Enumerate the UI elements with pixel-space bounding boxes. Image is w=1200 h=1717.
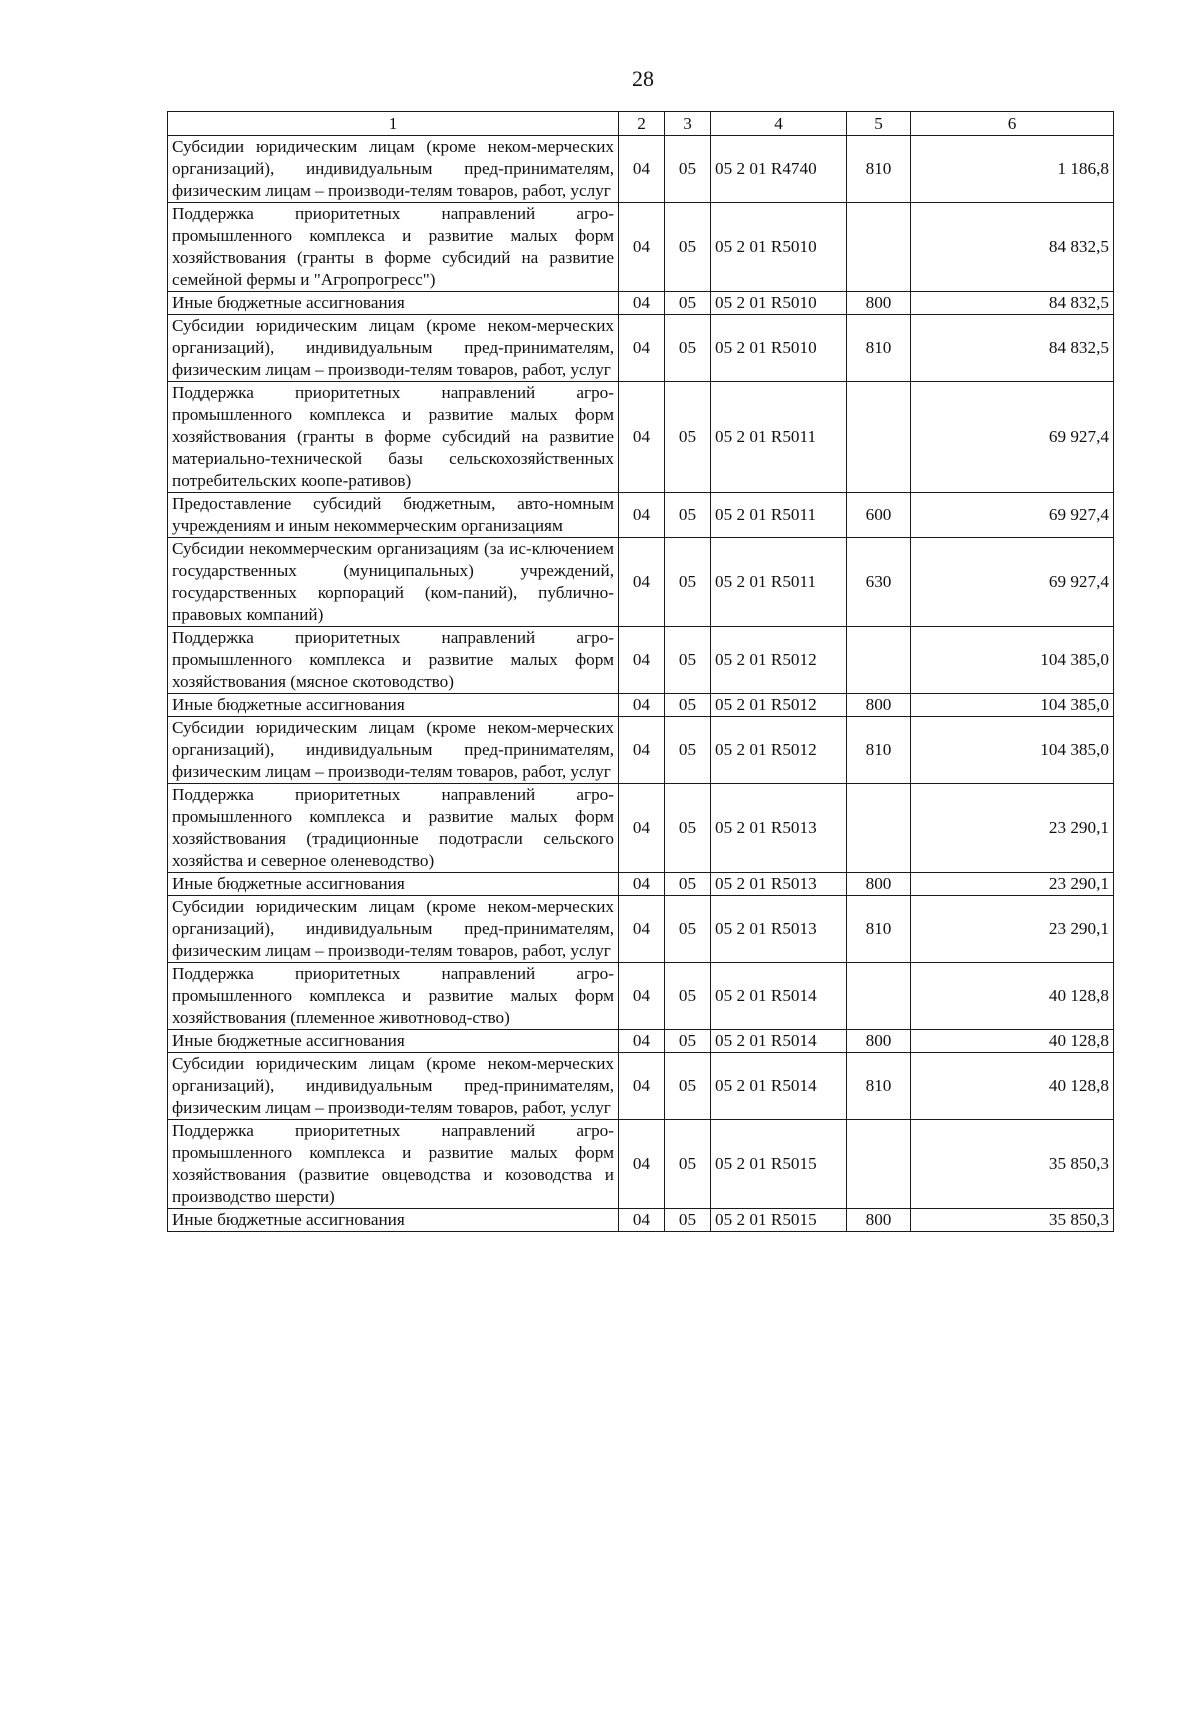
expense-type-cell [847, 963, 911, 1030]
section-code-cell: 04 [619, 203, 665, 292]
target-article-cell: 05 2 01 R5013 [711, 784, 847, 873]
section-code-cell: 04 [619, 315, 665, 382]
section-code-cell: 04 [619, 493, 665, 538]
section-code-cell: 04 [619, 784, 665, 873]
amount-cell: 40 128,8 [911, 1030, 1114, 1053]
amount-cell: 35 850,3 [911, 1120, 1114, 1209]
expense-type-cell: 800 [847, 694, 911, 717]
table-row [168, 292, 1114, 315]
expense-type-cell [847, 627, 911, 694]
amount-cell: 23 290,1 [911, 896, 1114, 963]
section-code-cell: 04 [619, 627, 665, 694]
table-row [168, 315, 1114, 382]
section-code-cell: 04 [619, 1209, 665, 1232]
table-row [168, 136, 1114, 203]
column-header: 5 [847, 112, 911, 136]
expense-type-cell: 810 [847, 717, 911, 784]
section-code-cell: 04 [619, 873, 665, 896]
subsection-code-cell: 05 [665, 292, 711, 315]
section-code-cell: 04 [619, 896, 665, 963]
row-name-cell: Субсидии некоммерческим организациям (за ис-ключением государственных (муниципальных) учреждений, государственных корпораций (ком-паний), публично-правовых компаний) [168, 538, 619, 627]
subsection-code-cell: 05 [665, 538, 711, 627]
section-code-cell: 04 [619, 1053, 665, 1120]
target-article-cell: 05 2 01 R5010 [711, 203, 847, 292]
amount-cell: 35 850,3 [911, 1209, 1114, 1232]
target-article-cell: 05 2 01 R5011 [711, 382, 847, 493]
subsection-code-cell: 05 [665, 627, 711, 694]
table-header-row [168, 112, 1114, 136]
amount-cell: 69 927,4 [911, 382, 1114, 493]
expense-type-cell [847, 203, 911, 292]
row-name-cell: Иные бюджетные ассигнования [168, 873, 619, 896]
row-name-cell: Субсидии юридическим лицам (кроме неком-мерческих организаций), индивидуальным пред-принимателям, физическим лицам – производи-телям товаров, работ, услуг [168, 1053, 619, 1120]
subsection-code-cell: 05 [665, 203, 711, 292]
amount-cell: 104 385,0 [911, 627, 1114, 694]
row-name-cell: Предоставление субсидий бюджетным, авто-номным учреждениям и иным некоммерческим организациям [168, 493, 619, 538]
column-header: 1 [168, 112, 619, 136]
subsection-code-cell: 05 [665, 873, 711, 896]
section-code-cell: 04 [619, 538, 665, 627]
subsection-code-cell: 05 [665, 694, 711, 717]
section-code-cell: 04 [619, 382, 665, 493]
row-name-cell: Субсидии юридическим лицам (кроме неком-мерческих организаций), индивидуальным пред-принимателям, физическим лицам – производи-телям товаров, работ, услуг [168, 315, 619, 382]
amount-cell: 1 186,8 [911, 136, 1114, 203]
amount-cell: 104 385,0 [911, 694, 1114, 717]
table-row [168, 1030, 1114, 1053]
section-code-cell: 04 [619, 1120, 665, 1209]
expense-type-cell: 800 [847, 292, 911, 315]
subsection-code-cell: 05 [665, 784, 711, 873]
column-header: 2 [619, 112, 665, 136]
table-row [168, 873, 1114, 896]
section-code-cell: 04 [619, 292, 665, 315]
column-header: 4 [711, 112, 847, 136]
subsection-code-cell: 05 [665, 717, 711, 784]
row-name-cell: Иные бюджетные ассигнования [168, 292, 619, 315]
row-name-cell: Субсидии юридическим лицам (кроме неком-мерческих организаций), индивидуальным пред-принимателям, физическим лицам – производи-телям товаров, работ, услуг [168, 136, 619, 203]
amount-cell: 84 832,5 [911, 315, 1114, 382]
amount-cell: 69 927,4 [911, 493, 1114, 538]
table-row [168, 627, 1114, 694]
row-name-cell: Иные бюджетные ассигнования [168, 1030, 619, 1053]
expense-type-cell: 800 [847, 873, 911, 896]
expense-type-cell: 810 [847, 896, 911, 963]
row-name-cell: Поддержка приоритетных направлений агро-промышленного комплекса и развитие малых форм хозяйствования (гранты в форме субсидий на развитие материально-технической базы сельскохозяйственных потребительских коопе-ративов) [168, 382, 619, 493]
target-article-cell: 05 2 01 R5012 [711, 627, 847, 694]
subsection-code-cell: 05 [665, 315, 711, 382]
target-article-cell: 05 2 01 R5014 [711, 1030, 847, 1053]
row-name-cell: Субсидии юридическим лицам (кроме неком-мерческих организаций), индивидуальным пред-принимателям, физическим лицам – производи-телям товаров, работ, услуг [168, 896, 619, 963]
expense-type-cell: 810 [847, 136, 911, 203]
expense-type-cell: 800 [847, 1030, 911, 1053]
page-number: 28 [632, 66, 654, 91]
expense-type-cell: 810 [847, 1053, 911, 1120]
target-article-cell: 05 2 01 R5010 [711, 292, 847, 315]
expense-type-cell: 800 [847, 1209, 911, 1232]
expense-type-cell: 810 [847, 315, 911, 382]
amount-cell: 84 832,5 [911, 292, 1114, 315]
target-article-cell: 05 2 01 R5014 [711, 1053, 847, 1120]
table-row [168, 1209, 1114, 1232]
row-name-cell: Поддержка приоритетных направлений агро-промышленного комплекса и развитие малых форм хозяйствования (гранты в форме субсидий на развитие семейной фермы и "Агропрогресс") [168, 203, 619, 292]
expense-type-cell [847, 1120, 911, 1209]
target-article-cell: 05 2 01 R5012 [711, 694, 847, 717]
amount-cell: 23 290,1 [911, 784, 1114, 873]
subsection-code-cell: 05 [665, 136, 711, 203]
target-article-cell: 05 2 01 R5013 [711, 873, 847, 896]
subsection-code-cell: 05 [665, 382, 711, 493]
target-article-cell: 05 2 01 R5015 [711, 1120, 847, 1209]
row-name-cell: Иные бюджетные ассигнования [168, 694, 619, 717]
table-row [168, 784, 1114, 873]
target-article-cell: 05 2 01 R5011 [711, 538, 847, 627]
budget-table [167, 111, 1114, 1232]
subsection-code-cell: 05 [665, 896, 711, 963]
column-header: 6 [911, 112, 1114, 136]
row-name-cell: Поддержка приоритетных направлений агро-промышленного комплекса и развитие малых форм хозяйствования (развитие овцеводства и козоводства и производство шерсти) [168, 1120, 619, 1209]
table-row [168, 963, 1114, 1030]
table-row [168, 694, 1114, 717]
section-code-cell: 04 [619, 717, 665, 784]
expense-type-cell: 600 [847, 493, 911, 538]
table-row [168, 717, 1114, 784]
section-code-cell: 04 [619, 963, 665, 1030]
subsection-code-cell: 05 [665, 1053, 711, 1120]
table-row [168, 538, 1114, 627]
row-name-cell: Субсидии юридическим лицам (кроме неком-мерческих организаций), индивидуальным пред-принимателям, физическим лицам – производи-телям товаров, работ, услуг [168, 717, 619, 784]
section-code-cell: 04 [619, 694, 665, 717]
subsection-code-cell: 05 [665, 493, 711, 538]
table-row [168, 493, 1114, 538]
subsection-code-cell: 05 [665, 963, 711, 1030]
amount-cell: 23 290,1 [911, 873, 1114, 896]
amount-cell: 104 385,0 [911, 717, 1114, 784]
amount-cell: 84 832,5 [911, 203, 1114, 292]
target-article-cell: 05 2 01 R5015 [711, 1209, 847, 1232]
expense-type-cell [847, 784, 911, 873]
row-name-cell: Поддержка приоритетных направлений агро-промышленного комплекса и развитие малых форм хозяйствования (племенное животновод-ство) [168, 963, 619, 1030]
table-row [168, 382, 1114, 493]
section-code-cell: 04 [619, 1030, 665, 1053]
table-row [168, 1053, 1114, 1120]
subsection-code-cell: 05 [665, 1030, 711, 1053]
target-article-cell: 05 2 01 R4740 [711, 136, 847, 203]
row-name-cell: Поддержка приоритетных направлений агро-промышленного комплекса и развитие малых форм хозяйствования (мясное скотоводство) [168, 627, 619, 694]
amount-cell: 69 927,4 [911, 538, 1114, 627]
row-name-cell: Поддержка приоритетных направлений агро-промышленного комплекса и развитие малых форм хозяйствования (традиционные подотрасли сельского хозяйства и северное оленеводство) [168, 784, 619, 873]
target-article-cell: 05 2 01 R5010 [711, 315, 847, 382]
target-article-cell: 05 2 01 R5013 [711, 896, 847, 963]
table-row [168, 1120, 1114, 1209]
expense-type-cell [847, 382, 911, 493]
target-article-cell: 05 2 01 R5011 [711, 493, 847, 538]
amount-cell: 40 128,8 [911, 1053, 1114, 1120]
target-article-cell: 05 2 01 R5012 [711, 717, 847, 784]
section-code-cell: 04 [619, 136, 665, 203]
expense-type-cell: 630 [847, 538, 911, 627]
column-header: 3 [665, 112, 711, 136]
table-row [168, 203, 1114, 292]
subsection-code-cell: 05 [665, 1209, 711, 1232]
amount-cell: 40 128,8 [911, 963, 1114, 1030]
subsection-code-cell: 05 [665, 1120, 711, 1209]
row-name-cell: Иные бюджетные ассигнования [168, 1209, 619, 1232]
target-article-cell: 05 2 01 R5014 [711, 963, 847, 1030]
table-row [168, 896, 1114, 963]
